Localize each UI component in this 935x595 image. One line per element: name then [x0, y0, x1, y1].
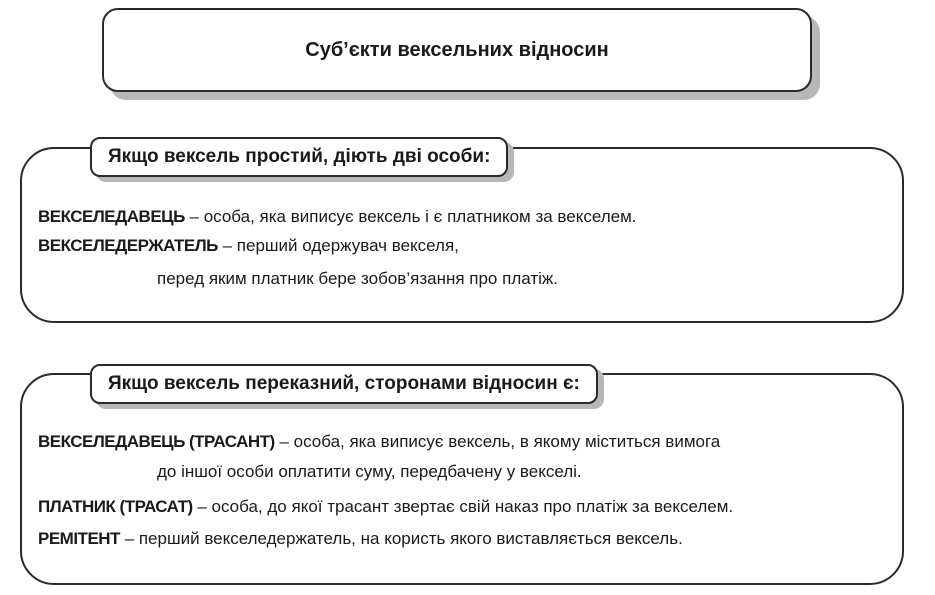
term-remitter: РЕМІТЕНТ: [38, 529, 120, 548]
simple-item-holder: [38, 235, 459, 257]
simple-bill-header: Якщо вексель простий, діють дві особи:: [90, 137, 508, 177]
transfer-item-payer: [38, 496, 733, 518]
transfer-item-remitter: [38, 528, 683, 550]
definition-remitter: – перший векселедержатель, на користь якого виставляється вексель.: [119, 529, 683, 548]
title-box: [102, 8, 812, 92]
simple-item-holder-continuation: перед яким платник бере зобов’язання про платіж.: [157, 269, 558, 288]
definition-drawer-trassant: – особа, яка виписує вексель, в якому міститься вимога: [274, 432, 721, 451]
term-holder: ВЕКСЕЛЕДЕРЖАТЕЛЬ: [38, 236, 218, 255]
definition-payer: – особа, до якої трасант звертає свій наказ про платіж за векселем.: [192, 497, 734, 516]
transfer-item-drawer: [38, 431, 720, 453]
simple-item-drawer: [38, 206, 637, 228]
diagram-title: Суб’єкти вексельних відносин: [305, 38, 609, 61]
transfer-bill-header: Якщо вексель переказний, сторонами відносин є:: [90, 364, 598, 404]
term-drawer: ВЕКСЕЛЕДАВЕЦЬ: [38, 207, 185, 226]
definition-drawer: – особа, яка виписує вексель і є платником за векселем.: [184, 207, 637, 226]
term-drawer-trassant: ВЕКСЕЛЕДАВЕЦЬ (ТРАСАНТ): [38, 432, 275, 451]
term-payer: ПЛАТНИК (ТРАСАТ): [38, 497, 193, 516]
definition-holder: – перший одержувач векселя,: [217, 236, 459, 255]
transfer-item-drawer-continuation: до іншої особи оплатити суму, передбачену у векселі.: [157, 462, 582, 481]
